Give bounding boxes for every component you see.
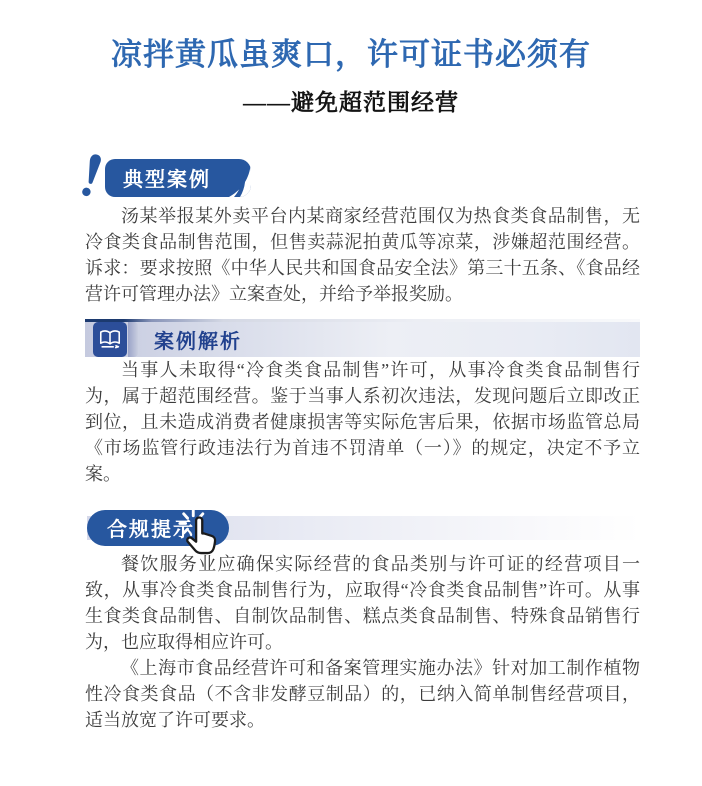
case-analysis-paragraph: 当事人未取得“冷食类食品制售”许可，从事冷食类食品制售行为，属于超范围经营。鉴于当事人系初次违法，发现问题后立即改正到位，且未造成消费者健康损害等实际危害后果，依据市场监管总局《市场监管行政违法行为首违不罚清单（一）》的规定，决定不予立案。: [85, 359, 640, 484]
typical-case-paragraph: 汤某举报某外卖平台内某商家经营范围仅为热食类食品制售，无冷食类食品制售范围，但售卖蒜泥拍黄瓜等凉菜，涉嫌超范围经营。诉求：要求按照《中华人民共和国食品安全法》第三十五条、《食品经营许可管理办法》立案查处，并给予举报奖励。: [85, 205, 640, 304]
typical-case-header: [85, 159, 640, 203]
typical-case-badge: [105, 159, 251, 197]
page-title: 凉拌黄瓜虽爽口，许可证书必须有: [111, 37, 591, 72]
case-analysis-bar: [85, 322, 640, 357]
compliance-tips-paragraph-1: 餐饮服务业应确保实际经营的食品类别与许可证的经营项目一致，从事冷食类食品制售行为，应取得“冷食类食品制售”许可。从事生食类食品制售、自制饮品制售、糕点类食品制售、特殊食品销售行为，也应取得相应许可。: [85, 553, 640, 652]
section-typical-case: [85, 159, 640, 307]
compliance-tips-paragraph-2: 《上海市食品经营许可和备案管理实施办法》针对加工制作植物性冷食类食品（不含非发酵豆制品）的，已纳入简单制售经营项目，适当放宽了许可要求。: [85, 657, 640, 730]
open-book-icon: [93, 322, 127, 357]
compliance-tips-heading: 合规提示: [107, 519, 195, 542]
click-hand-icon: [177, 507, 221, 557]
typical-case-heading: 典型案例: [123, 169, 211, 192]
case-analysis-heading: 案例解析: [154, 330, 242, 353]
article-content: [0, 159, 702, 733]
compliance-tips-header: [85, 507, 640, 551]
book-chip-fold: [128, 322, 138, 357]
page-curl-icon: [221, 159, 251, 197]
page-subtitle: ——避免超范围经营: [243, 89, 459, 115]
section-compliance-tips: [85, 507, 640, 733]
case-analysis-header: [85, 319, 640, 357]
section-case-analysis: [85, 319, 640, 487]
quill-exclamation-icon: [81, 151, 103, 203]
